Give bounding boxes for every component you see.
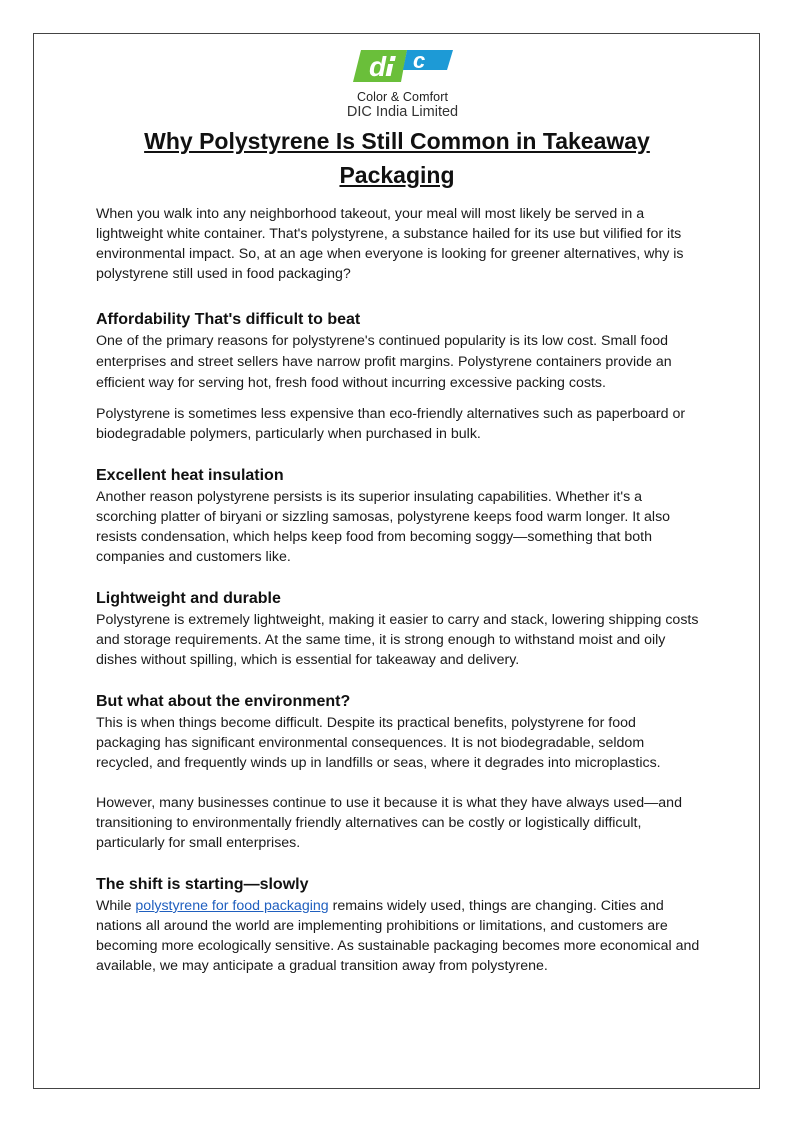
section-heading: Lightweight and durable — [96, 590, 281, 607]
paragraph-text: remains widely used, things are changing. Cities and nations all around the world are implementing prohibitions or limitations, and customers are becoming more ecologically sensitive. As sustainable packaging becomes more economical and available, we may anticipate a gradual transition away from polystyrene. — [96, 898, 700, 974]
section-paragraph: Another reason polystyrene persists is its superior insulating capabilities. Whether it's a scorching platter of biryani or sizzling samosas, polystyrene keeps food warm longer. It also resists condensation, which helps keep food from becoming soggy—something that both companies and customers like. — [96, 489, 671, 565]
svg-text:d: d — [368, 51, 386, 82]
section-paragraph — [96, 896, 700, 976]
svg-text:c: c — [412, 48, 425, 73]
logo-tagline: Color & Comfort — [356, 90, 449, 104]
polystyrene-packaging-link[interactable]: polystyrene for food packaging — [135, 898, 329, 914]
page-title: Why Polystyrene Is Still Common in Takeaway Packaging — [144, 128, 650, 188]
section-paragraph: Polystyrene is sometimes less expensive than eco-friendly alternatives such as paperboard or biodegradable polymers, particularly when purchased in bulk. — [96, 406, 686, 442]
section-heading: Affordability That's difficult to beat — [96, 311, 361, 328]
logo-company-name: DIC India Limited — [346, 104, 459, 120]
article-body — [96, 204, 700, 976]
section-heading: The shift is starting—slowly — [96, 876, 309, 893]
company-logo — [340, 46, 465, 120]
section-paragraph: However, many businesses continue to use it because it is what they have always used—and transitioning to environmentally friendly alternatives can be costly or logistically difficult, particularly for small enterprises. — [96, 795, 682, 851]
section-paragraph: One of the primary reasons for polystyrene's continued popularity is its low cost. Small food enterprises and street sellers have narrow profit margins. Polystyrene containers provide an efficient way for serving hot, fresh food without incurring excessive packing costs. — [96, 333, 672, 391]
paragraph-text: While — [96, 898, 136, 914]
dic-logo-mark — [349, 46, 457, 86]
intro-paragraph: When you walk into any neighborhood takeout, your meal will most likely be served in a lightweight white container. That's polystyrene, a substance hailed for its use but vilified for its environmental impact. So, at an age when everyone is looking for greener alternatives, why is polystyrene still used in food packaging? — [96, 206, 684, 282]
section-heading: Excellent heat insulation — [96, 467, 284, 484]
section-heading: But what about the environment? — [96, 693, 351, 710]
section-paragraph: This is when things become difficult. Despite its practical benefits, polystyrene for food packaging has significant environmental consequences. It is not biodegradable, seldom recycled, and frequently winds up in landfills or seas, where it degrades into microplastics. — [96, 715, 661, 771]
section-paragraph: Polystyrene is extremely lightweight, making it easier to carry and stack, lowering shipping costs and storage requirements. At the same time, it is strong enough to withstand moist and oily dishes without spilling, which is essential for takeaway and delivery. — [96, 612, 699, 668]
